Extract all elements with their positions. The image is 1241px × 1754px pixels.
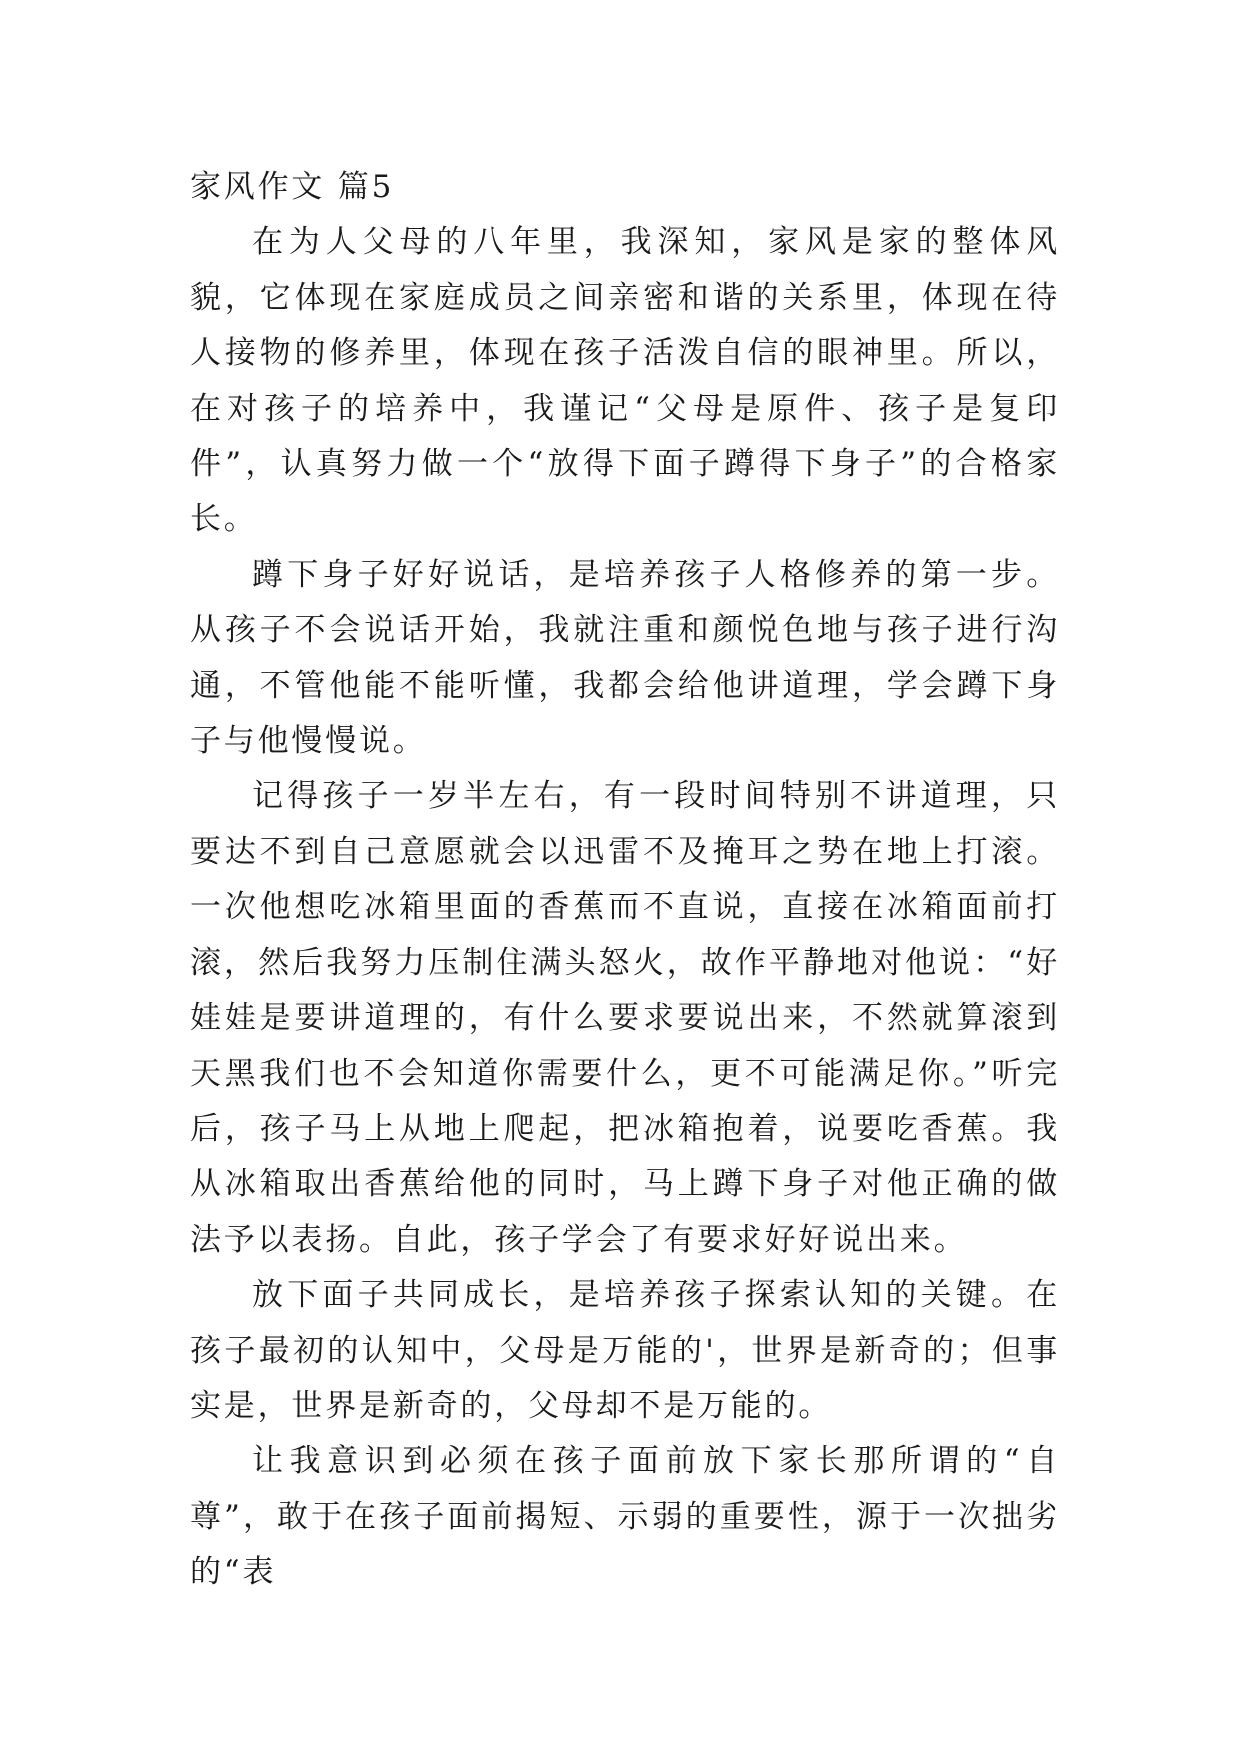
paragraph-4: 放下面子共同成长，是培养孩子探索认知的关键。在孩子最初的认知中，父母是万能的'，世界是新奇的；但事实是，世界是新奇的，父母却不是万能的。	[190, 1277, 1060, 1424]
paragraph-5: 让我意识到必须在孩子面前放下家长那所谓的“自尊”，敢于在孩子面前揭短、示弱的重要性，源于一次拙劣的“表	[190, 1443, 1060, 1591]
document-title: 家风作文 篇5	[190, 169, 395, 205]
paragraph-2: 蹲下身子好好说话，是培养孩子人格修养的第一步。从孩子不会说话开始，我就注重和颜悦色地与孩子进行沟通，不管他能不能听懂，我都会给他讲道理，学会蹲下身子与他慢慢说。	[190, 556, 1060, 760]
paragraph-3: 记得孩子一岁半左右，有一段时间特别不讲道理，只要达不到自己意愿就会以迅雷不及掩耳之势在地上打滚。一次他想吃冰箱里面的香蕉而不直说，直接在冰箱面前打滚，然后我努力压制住满头怒火，故作平静地对他说：“好娃娃是要讲道理的，有什么要求要说出来，不然就算滚到天黑我们也不会知道你需要什么，更不可能满足你。”听完后，孩子马上从地上爬起，把冰箱抱着，说要吃香蕉。我从冰箱取出香蕉给他的同时，马上蹲下身子对他正确的做法予以表扬。自此，孩子学会了有要求好好说出来。	[190, 778, 1060, 1258]
document-body	[190, 160, 1060, 1601]
paragraph-1: 在为人父母的八年里，我深知，家风是家的整体风貌，它体现在家庭成员之间亲密和谐的关系里，体现在待人接物的修养里，体现在孩子活泼自信的眼神里。所以，在对孩子的培养中，我谨记“父母是原件、孩子是复印件”，认真努力做一个“放得下面子蹲得下身子”的合格家长。	[190, 224, 1060, 538]
